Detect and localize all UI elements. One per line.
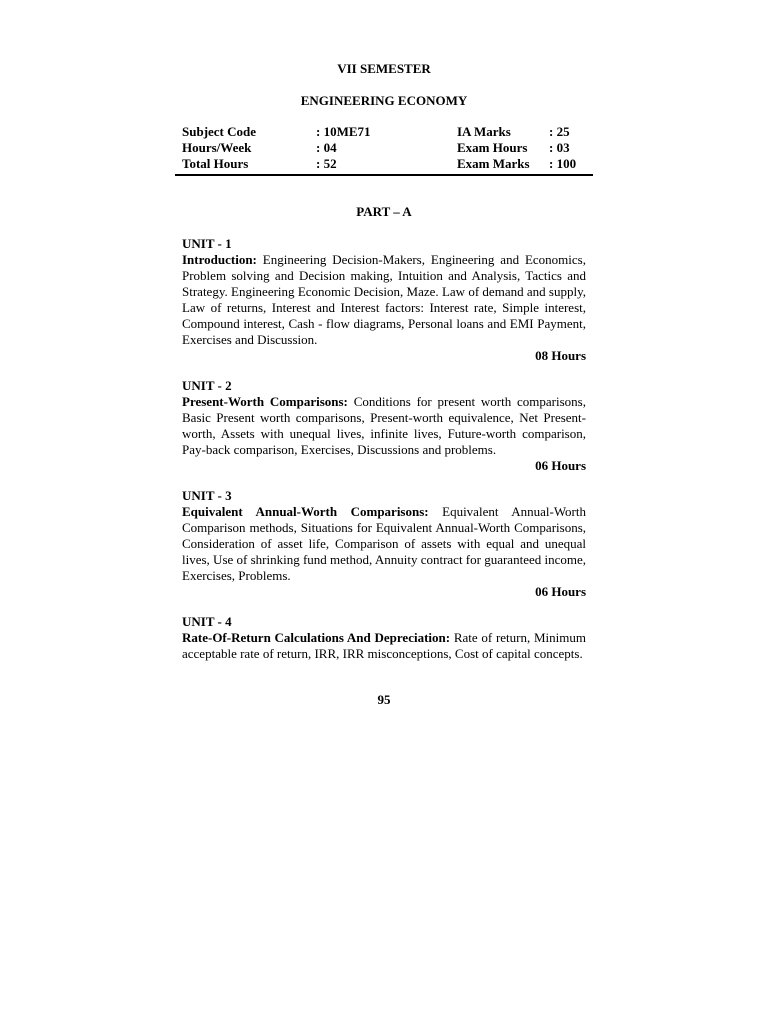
unit-title: Introduction: [182, 252, 257, 267]
unit-heading: UNIT - 1 [182, 236, 232, 251]
unit-description [182, 630, 586, 662]
unit-description [182, 504, 586, 584]
page-number: 95 [377, 692, 391, 707]
info-label: Subject Code [182, 124, 257, 139]
unit-heading: UNIT - 2 [182, 378, 232, 393]
unit-hours: 06 Hours [535, 458, 586, 473]
unit-body: Engineering Decision-Makers, Engineering and Economics, Problem solving and Decision making, Intuition and Analysis, Tactics and Strategy. Engineering Economic Decision, Maze. Law of demand and supply, Law of returns, Interest and Interest factors: Interest rate, Simple interest, Compound interest, Cash - flow diagrams, Personal loans and EMI Payment, Exercises and Discussion. [182, 252, 586, 347]
info-value: : 10ME71 [316, 124, 371, 139]
info-label: Total Hours [182, 156, 249, 171]
unit-section-1 [182, 236, 586, 364]
info-row-total-hours [182, 156, 592, 172]
semester-heading: VII SEMESTER [337, 61, 431, 76]
unit-section-4 [182, 614, 586, 662]
unit-section-2 [182, 378, 586, 474]
unit-title: Rate-Of-Return Calculations And Depreciation: [182, 630, 451, 645]
unit-section-3 [182, 488, 586, 600]
info-label: IA Marks [457, 124, 511, 139]
unit-heading: UNIT - 3 [182, 488, 232, 503]
info-value: : 100 [549, 156, 577, 171]
unit-body: Conditions for present worth comparisons, Basic Present worth comparisons, Present-worth equivalence, Net Present-worth, Assets with unequal lives, infinite lives, Future-worth comparison, Pay-back comparison, Exercises, Discussions and problems. [182, 394, 586, 457]
unit-title: Equivalent Annual-Worth Comparisons: [182, 504, 429, 519]
info-row-subject-code [182, 124, 592, 140]
unit-title: Present-Worth Comparisons: [182, 394, 348, 409]
unit-heading: UNIT - 4 [182, 614, 232, 629]
unit-hours: 06 Hours [535, 584, 586, 599]
unit-description [182, 394, 586, 458]
unit-description [182, 252, 586, 348]
unit-body: Rate of return, Minimum acceptable rate of return, IRR, IRR misconceptions, Cost of capital concepts. [182, 630, 586, 661]
info-value: : 25 [549, 124, 570, 139]
info-row-hours-week [182, 140, 592, 156]
info-label: Hours/Week [182, 140, 252, 155]
unit-hours: 08 Hours [535, 348, 586, 363]
info-value: : 52 [316, 156, 337, 171]
horizontal-divider [175, 174, 593, 176]
part-heading: PART – A [356, 204, 412, 219]
course-info-table [182, 124, 592, 172]
info-label: Exam Hours [457, 140, 528, 155]
info-label: Exam Marks [457, 156, 530, 171]
info-value: : 03 [549, 140, 570, 155]
subject-title: ENGINEERING ECONOMY [300, 93, 468, 108]
unit-body: Equivalent Annual-Worth Comparison methods, Situations for Equivalent Annual-Worth Comparisons, Consideration of asset life, Comparison of assets with equal and unequal lives, Use of shrinking fund method, Annuity contract for guaranteed income, Exercises, Problems. [182, 504, 587, 583]
info-value: : 04 [316, 140, 337, 155]
